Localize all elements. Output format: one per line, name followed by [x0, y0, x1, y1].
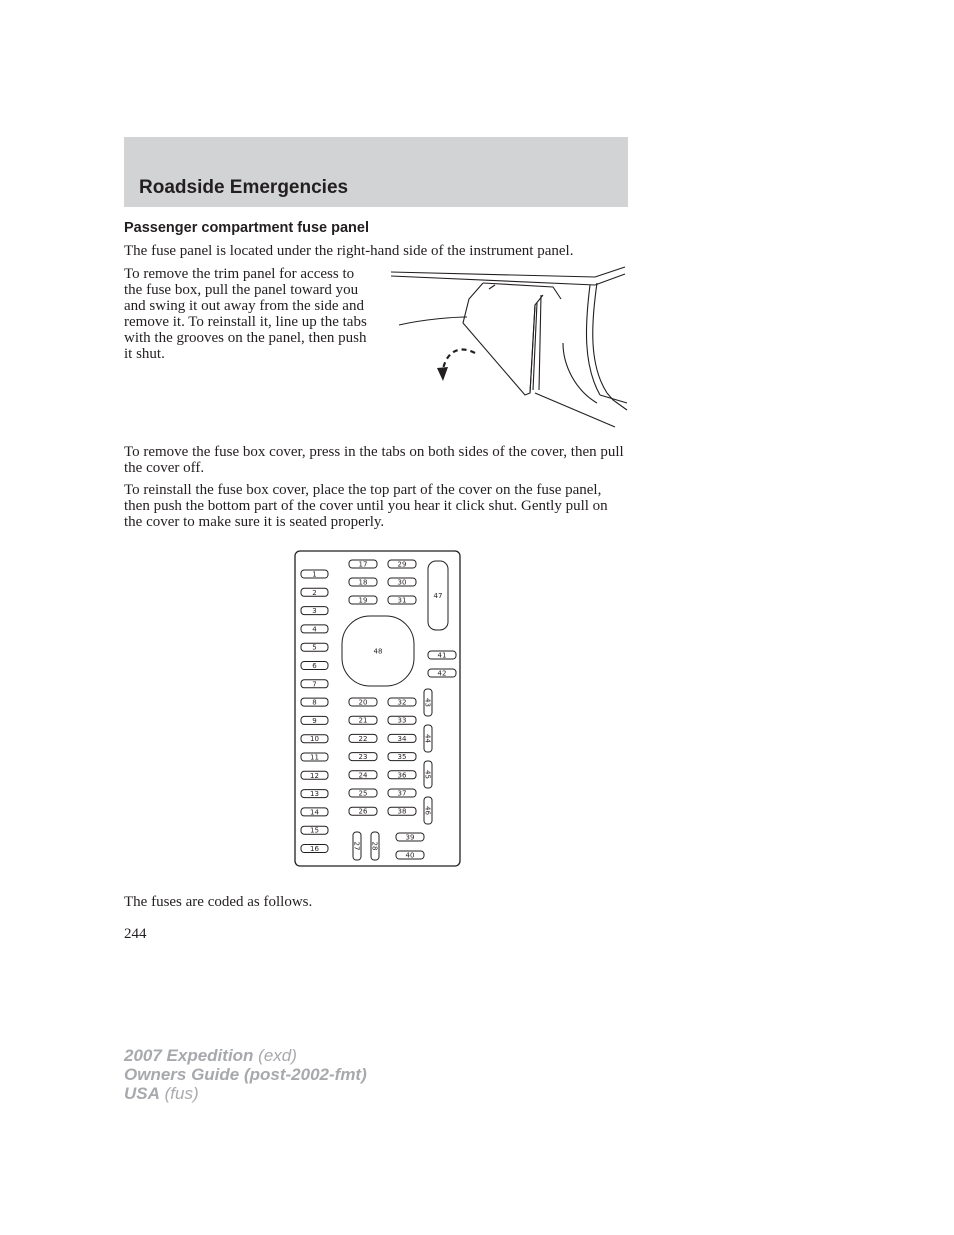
fuse-2: [301, 588, 328, 597]
svg-text:18: 18: [358, 578, 368, 587]
fuse-22: [349, 734, 377, 743]
svg-text:11: 11: [310, 753, 319, 762]
svg-text:21: 21: [358, 716, 368, 725]
fuse-43: [424, 689, 433, 716]
svg-text:46: 46: [423, 806, 432, 815]
fuse-40: [396, 851, 424, 860]
fuse-panel-diagram: [294, 550, 462, 868]
svg-text:41: 41: [437, 651, 447, 660]
fuse-19: [349, 596, 377, 605]
fuse-48: [342, 616, 414, 686]
svg-text:36: 36: [397, 771, 407, 780]
fuse-27: [353, 832, 362, 860]
svg-text:10: 10: [310, 735, 319, 744]
svg-text:22: 22: [358, 734, 368, 743]
paragraph-fuses-coded: The fuses are coded as follows.: [124, 894, 313, 910]
fuse-46: [424, 797, 433, 824]
footer-line-2: Owners Guide (post-2002-fmt): [124, 1065, 367, 1084]
footer: [124, 1046, 367, 1103]
svg-text:23: 23: [358, 753, 368, 762]
fuse-12: [301, 771, 328, 780]
svg-text:48: 48: [373, 647, 383, 656]
paragraph-remove-cover: To remove the fuse box cover, press in the tabs on both sides of the cover, then pull the cover off.: [124, 444, 624, 476]
fuse-9: [301, 716, 328, 725]
fuse-31: [388, 596, 416, 605]
fuse-13: [301, 790, 328, 799]
svg-text:12: 12: [310, 771, 319, 780]
page-number: 244: [124, 926, 147, 942]
svg-text:44: 44: [423, 734, 432, 743]
footer-line-1: 2007 Expedition (exd): [124, 1046, 297, 1065]
svg-text:37: 37: [397, 789, 407, 798]
fuse-11: [301, 753, 328, 762]
svg-text:28: 28: [370, 841, 379, 851]
fuse-25: [349, 789, 377, 798]
fuse-47: [428, 561, 448, 630]
svg-text:3: 3: [312, 607, 317, 616]
fuse-45: [424, 761, 433, 788]
fuse-16: [301, 845, 328, 854]
svg-text:6: 6: [312, 662, 317, 670]
svg-text:5: 5: [312, 643, 317, 652]
svg-text:15: 15: [310, 826, 319, 835]
fuse-30: [388, 578, 416, 587]
paragraph-reinstall-cover: To reinstall the fuse box cover, place the top part of the cover on the fuse panel, then push the bottom part of the cover until you hear it click shut. Gently pull on the cover to make sure it is seated properly.: [124, 482, 608, 530]
fuse-38: [388, 807, 416, 816]
svg-text:32: 32: [397, 698, 407, 707]
svg-text:34: 34: [397, 734, 407, 743]
svg-text:9: 9: [312, 716, 317, 725]
fuse-14: [301, 808, 328, 817]
svg-text:45: 45: [423, 770, 432, 779]
svg-text:31: 31: [397, 596, 407, 605]
svg-text:43: 43: [423, 698, 432, 707]
fuse-5: [301, 643, 328, 652]
svg-text:7: 7: [312, 680, 317, 689]
svg-text:17: 17: [358, 560, 368, 569]
svg-text:38: 38: [397, 807, 407, 816]
svg-text:40: 40: [405, 851, 415, 860]
svg-text:4: 4: [312, 625, 317, 634]
svg-text:30: 30: [397, 578, 407, 587]
fuse-6: [301, 662, 328, 671]
paragraph-trim-panel: To remove the trim panel for access to the fuse box, pull the panel toward you and swing it out away from the side and remove it. To reinstall it, line up the tabs with the grooves on the panel, then push it shut.: [124, 266, 367, 362]
svg-text:47: 47: [433, 592, 443, 600]
svg-text:33: 33: [397, 716, 407, 725]
fuse-23: [349, 753, 377, 762]
svg-text:13: 13: [310, 790, 319, 799]
fuse-44: [424, 725, 433, 752]
fuse-33: [388, 716, 416, 725]
fuse-1: [301, 570, 328, 579]
svg-text:42: 42: [437, 669, 447, 678]
fuse-26: [349, 807, 377, 816]
fuse-32: [388, 698, 416, 707]
fuse-29: [388, 560, 416, 569]
fuse-15: [301, 826, 328, 835]
svg-text:20: 20: [358, 698, 368, 707]
fuse-37: [388, 789, 416, 798]
fuse-35: [388, 753, 416, 762]
footer-line-3: USA (fus): [124, 1084, 199, 1103]
fuse-21: [349, 716, 377, 725]
paragraph-location: The fuse panel is located under the right-hand side of the instrument panel.: [124, 243, 574, 259]
trim-panel-illustration: [385, 265, 630, 435]
fuse-24: [349, 771, 377, 780]
svg-text:29: 29: [397, 560, 407, 569]
svg-text:26: 26: [358, 807, 368, 816]
fuse-3: [301, 607, 328, 616]
fuse-36: [388, 771, 416, 780]
svg-text:14: 14: [310, 808, 319, 817]
fuse-20: [349, 698, 377, 707]
svg-text:1: 1: [312, 570, 317, 579]
svg-text:39: 39: [405, 833, 415, 842]
svg-text:2: 2: [312, 588, 317, 597]
fuse-7: [301, 680, 328, 689]
fuse-10: [301, 735, 328, 744]
fuse-34: [388, 734, 416, 743]
svg-text:27: 27: [352, 841, 361, 851]
fuse-41: [428, 651, 456, 660]
fuse-18: [349, 578, 377, 587]
svg-text:25: 25: [358, 789, 368, 798]
svg-text:8: 8: [312, 698, 317, 707]
fuse-4: [301, 625, 328, 634]
fuse-39: [396, 833, 424, 842]
subheading: Passenger compartment fuse panel: [124, 220, 369, 236]
fuse-8: [301, 698, 328, 707]
fuse-42: [428, 669, 456, 678]
section-title: Roadside Emergencies: [139, 177, 349, 198]
svg-text:35: 35: [397, 753, 407, 762]
fuse-28: [371, 832, 380, 860]
svg-text:16: 16: [310, 845, 319, 853]
svg-text:19: 19: [358, 596, 368, 605]
fuse-17: [349, 560, 377, 569]
svg-text:24: 24: [358, 771, 368, 780]
